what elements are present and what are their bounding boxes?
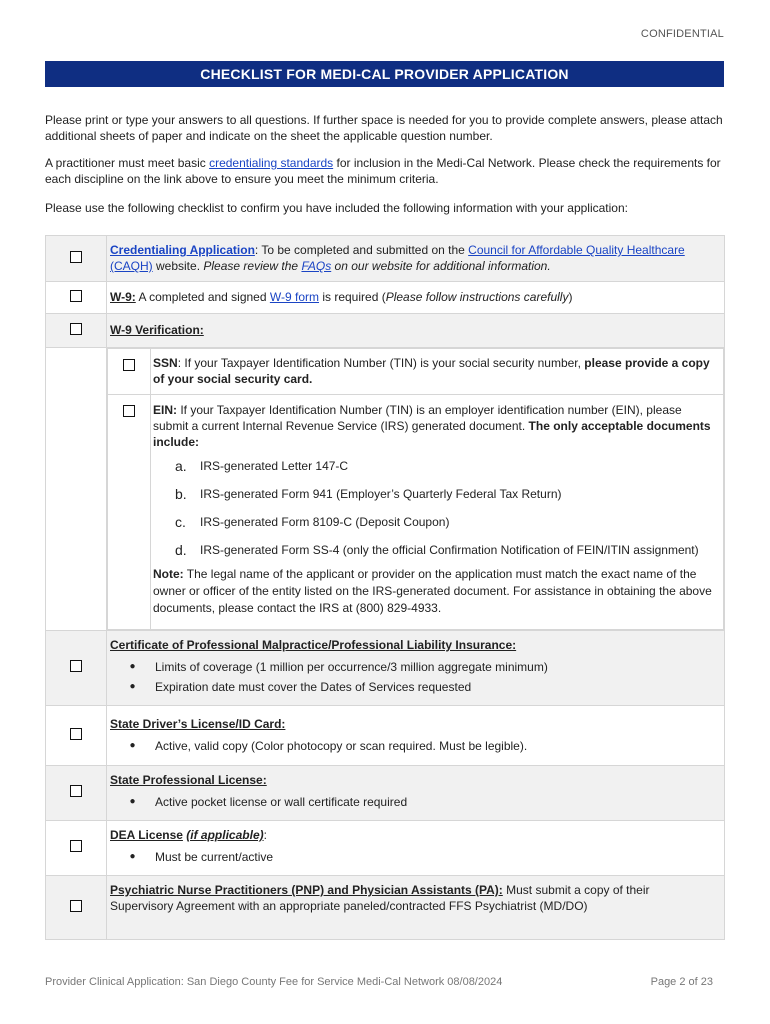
professional-license-text [107, 766, 725, 821]
malpractice-bullets [110, 659, 716, 695]
list-marker: a. [175, 458, 187, 474]
intro-paragraph-1: Please print or type your answers to all questions. If further space is needed for you to provide complete answers, please attach additional sheets of paper and indicate on the sheet the applicable question number. [45, 113, 723, 143]
list-item: ● Active, valid copy (Color photocopy or scan required. Must be legible). [129, 739, 528, 753]
footer-text: Provider Clinical Application: San Diego County Fee for Service Medi-Cal Network 08/08/2024 [45, 976, 503, 988]
list-item-text: Active, valid copy (Color photocopy or scan required. Must be legible). [155, 739, 528, 753]
drivers-license-bullets [110, 738, 716, 754]
list-marker: c. [175, 514, 186, 530]
list-item [153, 542, 715, 558]
item-text: The only acceptable documents include: [153, 419, 711, 449]
item-text: A completed and signed [135, 290, 270, 304]
checklist-row-dea [46, 821, 725, 876]
acceptable-documents-list [153, 458, 715, 558]
item-text: Please review the [203, 259, 302, 273]
list-item: ● Limits of coverage (1 million per occurrence/3 million aggregate minimum) [129, 660, 548, 674]
checkbox-ein[interactable] [123, 405, 135, 417]
drivers-license-text [107, 706, 725, 766]
checklist-row-w9 [46, 282, 725, 314]
faqs-link[interactable]: FAQs [301, 259, 332, 273]
list-item [153, 514, 715, 530]
list-item-text: IRS-generated Form 8109-C (Deposit Coupon) [200, 515, 450, 529]
confidential-label: CONFIDENTIAL [640, 28, 724, 40]
checklist-row-pnp [46, 876, 725, 940]
checklist-row-credentialing [46, 236, 725, 282]
list-item-text: IRS-generated Form 941 (Employer’s Quarterly Federal Tax Return) [200, 487, 562, 501]
checklist-row-malpractice [46, 631, 725, 706]
item-text: : [263, 828, 267, 842]
item-text: please provide a copy of your social security card. [153, 356, 710, 386]
list-item [153, 458, 715, 474]
credentialing-standards-link[interactable]: credentialing standards [209, 156, 334, 170]
checkbox-pnp[interactable] [70, 900, 82, 912]
w9-verification-title: W-9 Verification: [110, 323, 204, 337]
professional-license-bullets [110, 794, 716, 810]
intro-paragraph-2 [45, 155, 730, 187]
checklist-row-drivers-license [46, 706, 725, 766]
ssn-row [108, 349, 724, 395]
list-marker: d. [175, 542, 187, 558]
credentialing-text [107, 236, 725, 282]
list-item-text: Expiration date must cover the Dates of Services requested [155, 680, 472, 694]
note-label: Note: [153, 567, 184, 581]
item-text: : If your Taxpayer Identification Number (TIN) is your social security number, [177, 356, 585, 370]
list-item: ● Active pocket license or wall certificate required [129, 795, 408, 809]
checkbox-dea[interactable] [70, 840, 82, 852]
list-item-text: IRS-generated Letter 147-C [200, 459, 349, 473]
page-title: CHECKLIST FOR MEDI-CAL PROVIDER APPLICATION [45, 61, 724, 87]
item-text: If your Taxpayer Identification Number (TIN) is an employer identification number (EIN), please submit a current Internal Revenue Service (IRS) generated document. [153, 403, 682, 433]
checklist-row-professional-license [46, 766, 725, 821]
item-text: : To be completed and submitted on the [254, 243, 469, 257]
intro-paragraph-3: Please use the following checklist to confirm you have included the following information with your application: [45, 201, 628, 215]
list-item: ● Must be current/active [129, 850, 274, 864]
checklist-table [45, 235, 725, 940]
note-text: The legal name of the applicant or provider on the application must match the exact name of the owner or officer of the entity listed on the IRS-generated document. For assistance in obtaining the above documents, please contact the IRS at (800) 829-4933. [153, 567, 712, 615]
checklist-row-w9-verification [46, 314, 725, 348]
item-title: Psychiatric Nurse Practitioners (PNP) and Physician Assistants (PA): [110, 883, 503, 897]
intro-text: A practitioner must meet basic [45, 156, 210, 170]
checkbox-w9[interactable] [70, 290, 82, 302]
item-title: State Driver’s License/ID Card: [110, 717, 286, 731]
malpractice-text [107, 631, 725, 706]
item-text: Must submit a copy of their Supervisory Agreement with an appropriate paneled/contracted FFS Psychiatrist (MD/DO) [110, 883, 650, 913]
checkbox-professional-license[interactable] [70, 785, 82, 797]
item-text: is required ( [319, 290, 386, 304]
dea-bullets [110, 849, 716, 865]
list-marker: b. [175, 486, 187, 502]
checkbox-drivers-license[interactable] [70, 728, 82, 740]
intro-text: for inclusion in the Medi-Cal Network. Please check the requirements for each discipline on the link above to ensure you meet the minimum criteria. [45, 156, 721, 186]
credentialing-application-link[interactable]: Credentialing Application [110, 243, 255, 257]
item-title: (if applicable) [186, 828, 264, 842]
checklist-row-w9-verification-detail [46, 348, 725, 631]
list-item-text: IRS-generated Form SS-4 (only the official Confirmation Notification of FEIN/ITIN assignment) [200, 543, 699, 557]
pnp-text [107, 876, 725, 940]
item-title: State Professional License: [110, 773, 267, 787]
list-item-text: Limits of coverage (1 million per occurrence/3 million aggregate minimum) [155, 660, 548, 674]
list-item-text: Active pocket license or wall certificate required [155, 795, 408, 809]
w9-form-link[interactable]: W-9 form [269, 290, 319, 304]
checkbox-malpractice[interactable] [70, 660, 82, 672]
caqh-link[interactable]: Council for Affordable Quality Healthcare (CAQH) [110, 243, 685, 273]
item-text: Please follow instructions carefully [385, 290, 569, 304]
page-number: Page 2 of 23 [650, 976, 713, 988]
item-text: website. [152, 259, 204, 273]
ssn-text [151, 349, 724, 395]
checkbox-ssn[interactable] [123, 359, 135, 371]
ssn-label: SSN [153, 356, 178, 370]
item-title: DEA License [110, 828, 183, 842]
item-title: Certificate of Professional Malpractice/Professional Liability Insurance: [110, 638, 517, 652]
w9-verification-subtable [107, 348, 724, 630]
ein-label: EIN: [153, 403, 177, 417]
dea-text [107, 821, 725, 876]
list-item: ● Expiration date must cover the Dates of Services requested [129, 680, 472, 694]
item-text: on our website for additional information. [331, 259, 551, 273]
checkbox-w9-verification[interactable] [70, 323, 82, 335]
ein-text [151, 395, 724, 630]
item-text: ) [568, 290, 573, 304]
ein-row [108, 395, 724, 630]
checkbox-credentialing[interactable] [70, 251, 82, 263]
list-item [153, 486, 715, 502]
list-item-text: Must be current/active [155, 850, 274, 864]
w9-text [107, 282, 725, 314]
item-title: W-9: [110, 290, 136, 304]
